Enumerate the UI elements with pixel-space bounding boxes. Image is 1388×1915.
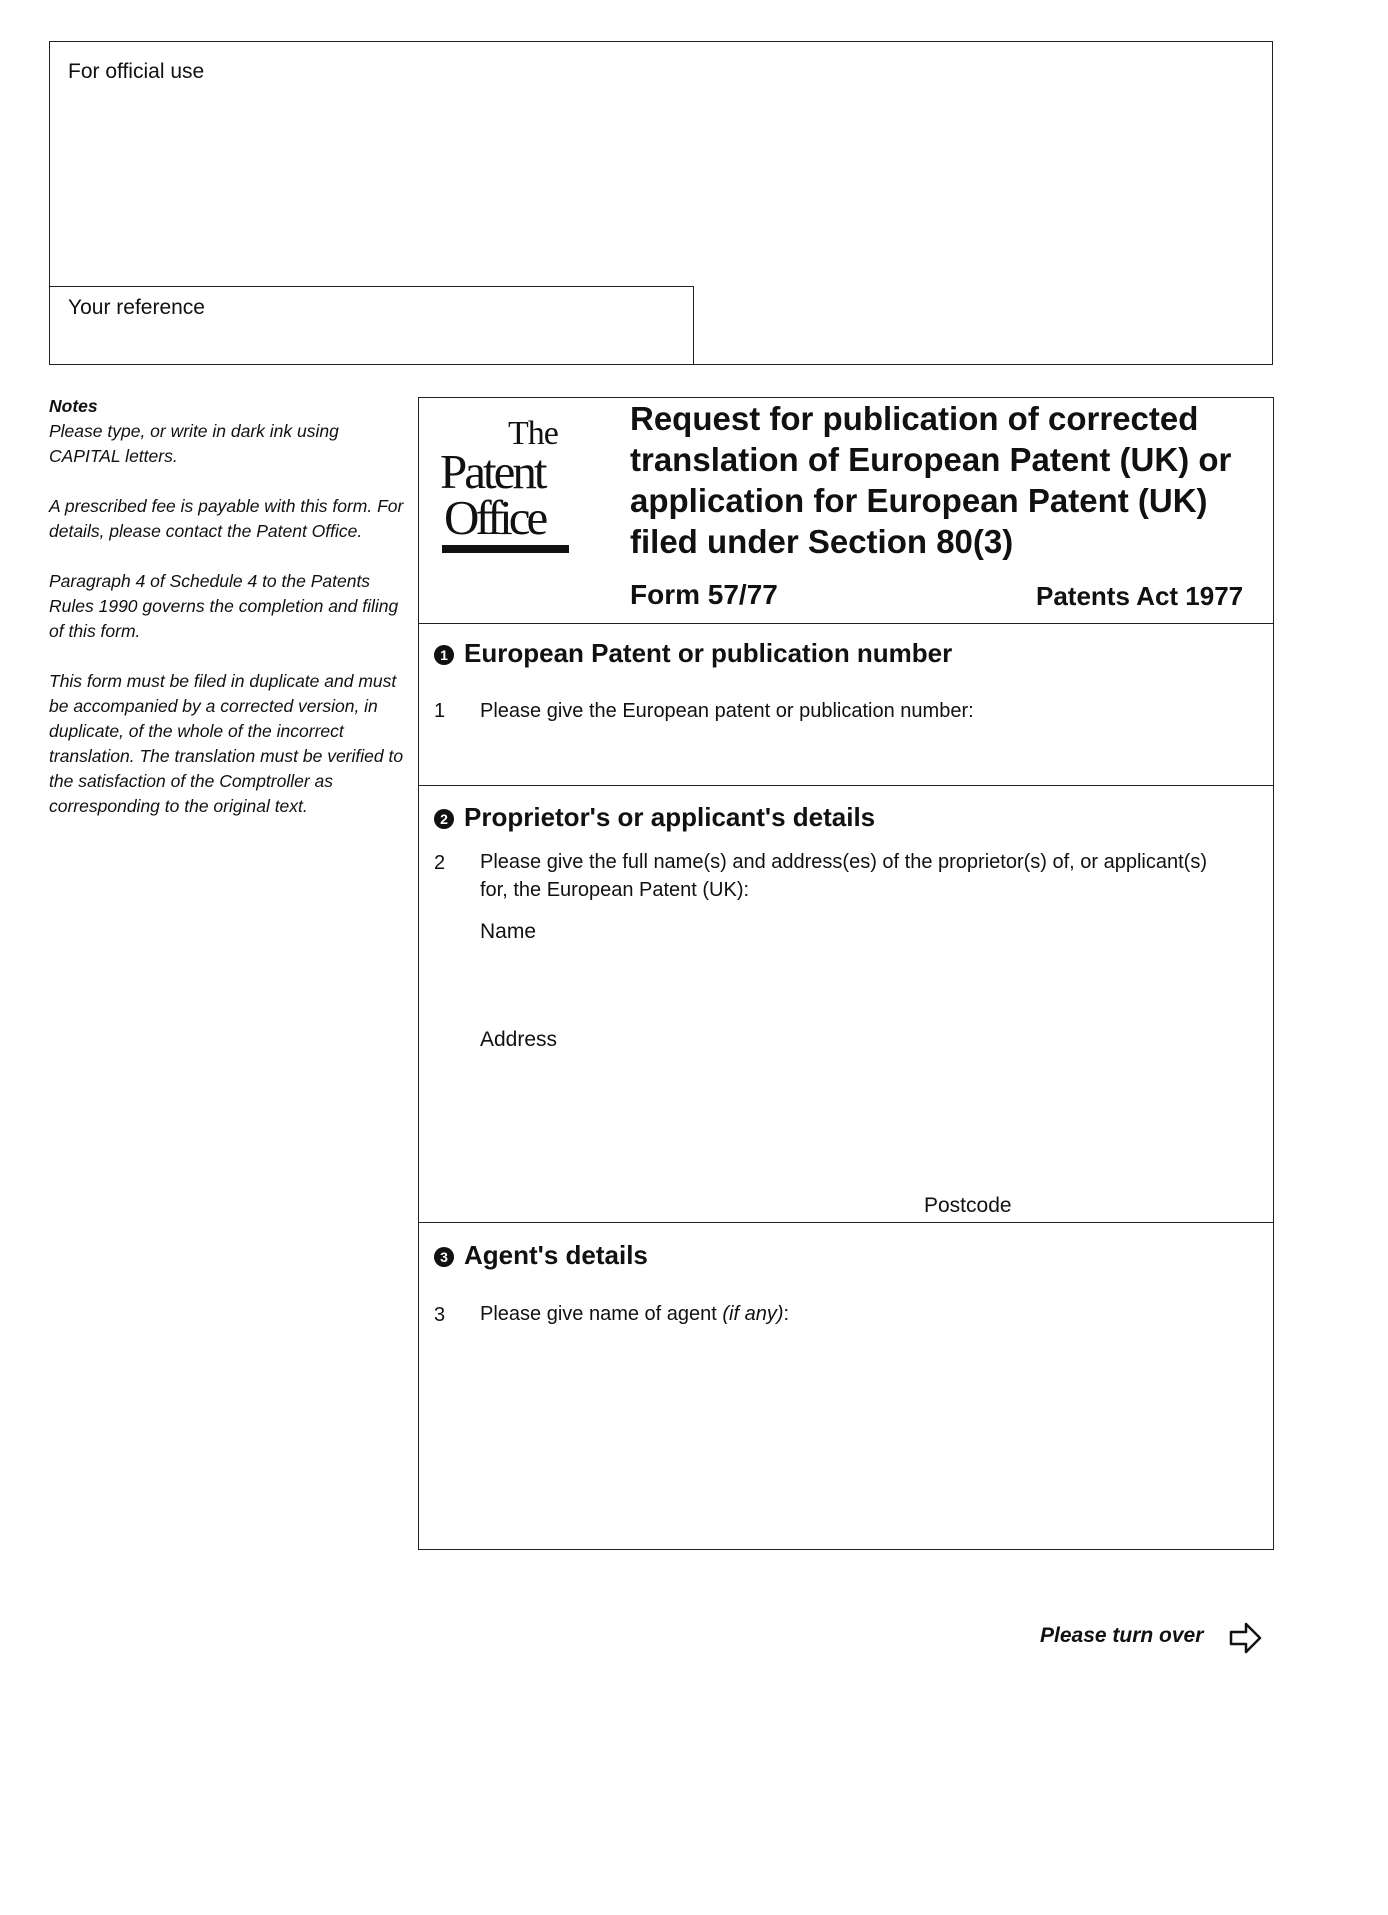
logo-office: Office — [444, 490, 545, 545]
form-number: Form 57/77 — [630, 579, 778, 610]
question-number: 2 — [434, 852, 446, 874]
logo-patent: Patent — [440, 444, 545, 499]
form-panel — [418, 397, 1274, 1550]
section-marker: 1 — [434, 645, 454, 665]
logo-the: The — [508, 415, 558, 452]
section-marker: 3 — [434, 1247, 454, 1267]
question-number: 1 — [434, 700, 446, 722]
question-qualifier: (if any) — [722, 1303, 784, 1325]
postcode-field-label: Postcode — [924, 1194, 1012, 1217]
divider — [418, 623, 1274, 624]
name-field-label: Name — [480, 920, 537, 943]
question-end: : — [783, 1303, 790, 1325]
note-item: This form must be filed in duplicate and must be accompanied by a corrected version, in duplicate, of the whole of the incorrect translation. The translation must be verified to the satisfaction of the Comptroller as corresponding to the original text. — [49, 671, 404, 816]
section-2-heading — [434, 802, 875, 833]
section-title: European Patent or publication number — [464, 638, 953, 668]
question-text: Please give the European patent or publication number: — [480, 700, 974, 722]
patent-office-logo — [438, 415, 573, 550]
question-text — [480, 1300, 1240, 1328]
notes-title: Notes — [49, 396, 98, 416]
address-field-label: Address — [480, 1028, 558, 1051]
arrow-right-outline-icon — [1228, 1620, 1264, 1656]
section-title: Agent's details — [464, 1240, 648, 1270]
act-label: Patents Act 1977 — [1036, 581, 1244, 611]
please-turn-over: Please turn over — [1040, 1624, 1204, 1647]
note-item: Paragraph 4 of Schedule 4 to the Patents Rules 1990 governs the completion and filing of this form. — [49, 571, 399, 641]
section-marker: 2 — [434, 809, 454, 829]
form-title: Request for publication of corrected translation of European Patent (UK) or application for European Patent (UK) filed under Section 80(3) — [630, 400, 1232, 560]
section-3-heading — [434, 1240, 648, 1271]
question-prefix: Please give name of agent — [480, 1303, 723, 1325]
official-use-label: For official use — [68, 60, 205, 83]
section-title: Proprietor's or applicant's details — [464, 802, 876, 832]
question-text: Please give the full name(s) and address(es) of the proprietor(s) of, or applicant(s) for, the European Patent (UK): — [480, 851, 1208, 901]
divider — [418, 1222, 1274, 1223]
section-1-heading — [434, 638, 952, 669]
logo-rule — [442, 545, 569, 553]
note-item: Please type, or write in dark ink using CAPITAL letters. — [49, 421, 339, 466]
notes-column — [49, 394, 404, 844]
note-item: A prescribed fee is payable with this form. For details, please contact the Patent Office. — [49, 496, 404, 541]
divider — [418, 785, 1274, 786]
your-reference-label: Your reference — [68, 296, 205, 319]
question-number: 3 — [434, 1304, 446, 1326]
